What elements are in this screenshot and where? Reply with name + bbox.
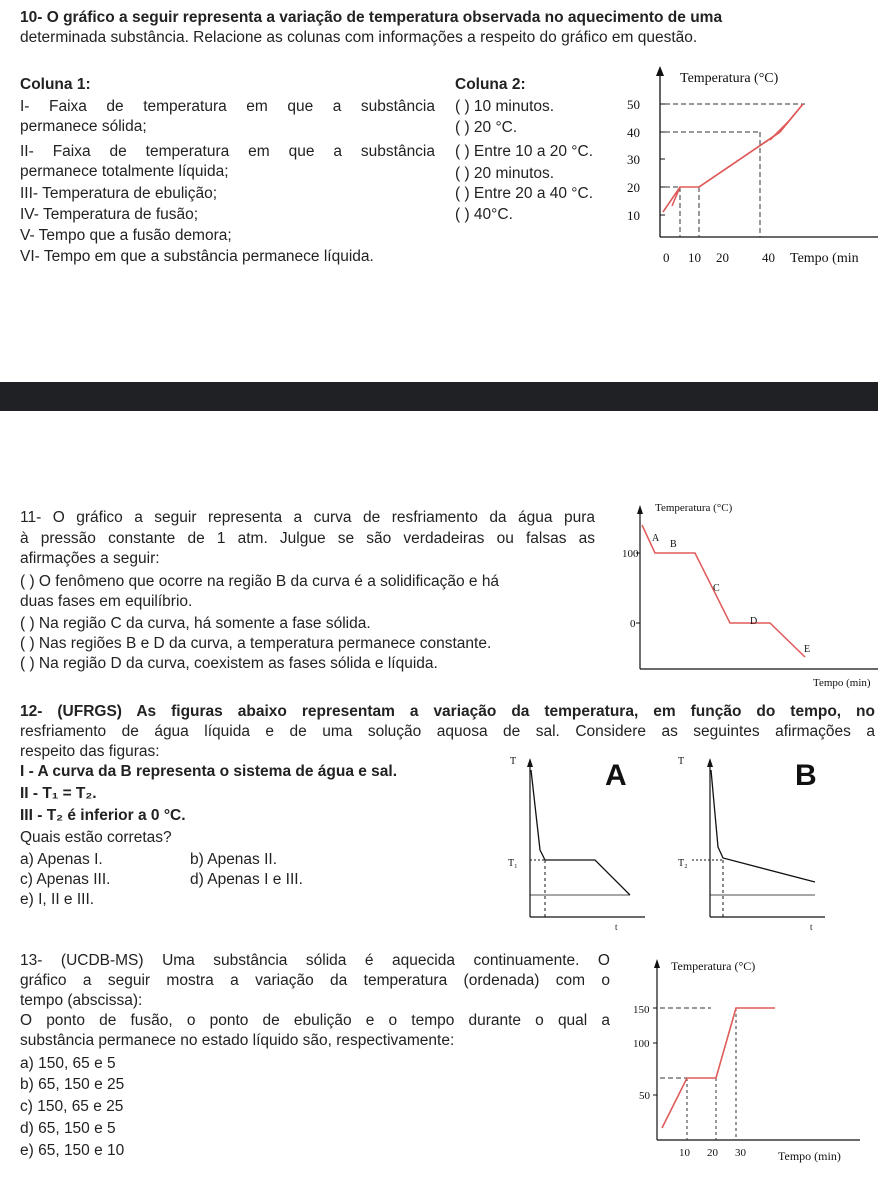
q12-option-b: b) Apenas II. [190,851,278,868]
q10-col2-item-3: ( ) Entre 10 a 20 °C. [455,143,594,160]
q12-title-line2: resfriamento de água líquida e de uma solução aquosa de sal. Considere as seguintes afirmações a [20,723,875,740]
q13-line-5: substância permanece no estado líquido são, respectivamente: [20,1032,455,1049]
q13-chart [615,950,878,1170]
q11-ytick-100: 100 [622,548,639,560]
q11-line-1: 11- O gráfico a seguir representa a curva de resfriamento da água pura [20,509,595,526]
q10-xtick-40: 40 [762,250,775,265]
q10-col1-item-1: I- Faixa de temperatura em que a substância [20,98,435,115]
q13-ytick-50: 50 [639,1090,650,1102]
q11-line-2: à pressão constante de 1 atm. Julgue se são verdadeiras ou falsas as [20,530,595,547]
q11-line-3: afirmações a seguir: [20,550,160,567]
q10-col1-item-5: V- Tempo que a fusão demora; [20,227,232,244]
q11-y-arrow [637,505,643,514]
q10-xtick-20: 20 [716,250,729,265]
q10-chart [620,62,878,274]
q10-chart-title: Temperatura (°C) [680,71,779,86]
q10-col1-item-1b: permanece sólida; [20,118,147,135]
q11-region-a: A [652,533,660,544]
q11-chart-title: Temperatura (°C) [655,502,733,514]
q11-region-b: B [670,539,677,550]
q10-col2-header: Coluna 2: [455,76,526,93]
q11-region-e: E [804,644,811,655]
q11-item-3: ( ) Nas regiões B e D da curva, a temperatura permanece constante. [20,635,492,652]
q11-item-1: ( ) O fenômeno que ocorre na região B da curva é a solidificação e há [20,573,500,590]
q10-title-line2: determinada substância. Relacione as colunas com informações a respeito do gráfico em questão. [20,29,698,46]
q13-ytick-100: 100 [633,1038,650,1050]
q12b-xlabel: t [810,922,813,932]
q13-option-a: a) 150, 65 e 5 [20,1055,116,1072]
q12-statement-2: II - T₁ = T₂. [20,785,97,802]
q11-xlabel: Tempo (min) [813,677,871,689]
q10-col2-item-2: ( ) 20 °C. [455,119,518,136]
q13-option-c: c) 150, 65 e 25 [20,1098,124,1115]
q12a-y-arrow [527,758,533,767]
q11-item-4: ( ) Na região D da curva, coexistem as fases sólida e líquida. [20,655,438,672]
q13-ytick-150: 150 [633,1004,650,1016]
q10-ytick-50: 50 [627,97,640,112]
q10-col1-item-2: II- Faixa de temperatura em que a substância [20,143,435,160]
q12-statement-1: I - A curva da B representa o sistema de água e sal. [20,763,398,780]
q12-question: Quais estão corretas? [20,829,172,846]
q12-statement-3: III - T₂ é inferior a 0 °C. [20,807,186,824]
q13-y-arrow [654,959,660,968]
q11-region-d: D [750,616,758,627]
q12a-xlabel: t [615,922,618,932]
q13-xtick-10: 10 [679,1147,690,1159]
q11-ytick-0: 0 [630,618,636,630]
q12b-title: B [795,759,817,792]
q10-xlabel: Tempo (min [790,251,859,266]
q10-xtick-10: 10 [688,250,701,265]
q10-col1-item-6: VI- Tempo em que a substância permanece líquida. [20,248,374,265]
q10-col2-item-5: ( ) Entre 20 a 40 °C. [455,185,594,202]
q12a-ylabel: T [510,756,517,767]
q10-ytick-10: 10 [627,208,640,223]
q12-option-e: e) I, II e III. [20,891,95,908]
q10-col2-item-4: ( ) 20 minutos. [455,165,555,182]
q13-xtick-20: 20 [707,1147,718,1159]
q10-title-line1: 10- O gráfico a seguir representa a variação de temperatura observada no aquecimento de uma [20,9,723,26]
q10-xtick-0: 0 [663,250,670,265]
q10-curve-upper [770,104,803,140]
q10-col1-item-2b: permanece totalmente líquida; [20,163,229,180]
q13-line-2: gráfico a seguir mostra a variação da temperatura (ordenada) com o [20,972,610,989]
q13-line-3: tempo (abscissa): [20,992,143,1009]
q10-col2-item-1: ( ) 10 minutos. [455,98,555,115]
q10-col2-item-6: ( ) 40°C. [455,206,513,223]
q13-option-e: e) 65, 150 e 10 [20,1142,125,1159]
q12-option-c: c) Apenas III. [20,871,111,888]
q10-col1-item-3: III- Temperatura de ebulição; [20,185,218,202]
q13-line-4: O ponto de fusão, o ponto de ebulição e o tempo durante o qual a [20,1012,610,1029]
q10-col1-item-4: IV- Temperatura de fusão; [20,206,199,223]
q12a-level-label: T₁ [508,858,518,869]
q13-xlabel: Tempo (min) [778,1149,841,1163]
q12b-level-label: T₂ [678,858,688,869]
q11-curve [642,525,805,657]
q10-ytick-20: 20 [627,180,640,195]
section-divider [0,382,878,411]
q13-option-d: d) 65, 150 e 5 [20,1120,116,1137]
q13-curve [662,1008,775,1128]
q13-option-b: b) 65, 150 e 25 [20,1076,125,1093]
q11-item-1b: duas fases em equilíbrio. [20,593,193,610]
q13-chart-title: Temperatura (°C) [671,959,756,973]
q10-curve-lower [663,104,803,212]
q12-chart-a [495,752,680,932]
q10-curve-middle [699,132,780,187]
q12-title-line1: 12- (UFRGS) As figuras abaixo representam a variação da temperatura, em função do tempo, no [20,703,875,720]
q11-region-c: C [713,583,720,594]
q13-xtick-30: 30 [735,1147,746,1159]
q10-y-arrow [656,66,664,76]
q10-col1-header: Coluna 1: [20,76,91,93]
q12-title-line3: respeito das figuras: [20,743,160,760]
q11-item-2: ( ) Na região C da curva, há somente a fase sólida. [20,615,371,632]
q13-line-1: 13- (UCDB-MS) Uma substância sólida é aquecida continuamente. O [20,952,610,969]
q11-chart [600,497,878,690]
q12-option-d: d) Apenas I e III. [190,871,303,888]
q10-ytick-30: 30 [627,152,640,167]
q12b-ylabel: T [678,756,685,767]
q12-option-a: a) Apenas I. [20,851,103,868]
q12b-y-arrow [707,758,713,767]
q12a-title: A [605,759,627,792]
q10-ytick-40: 40 [627,125,640,140]
q12-chart-b [670,752,878,932]
